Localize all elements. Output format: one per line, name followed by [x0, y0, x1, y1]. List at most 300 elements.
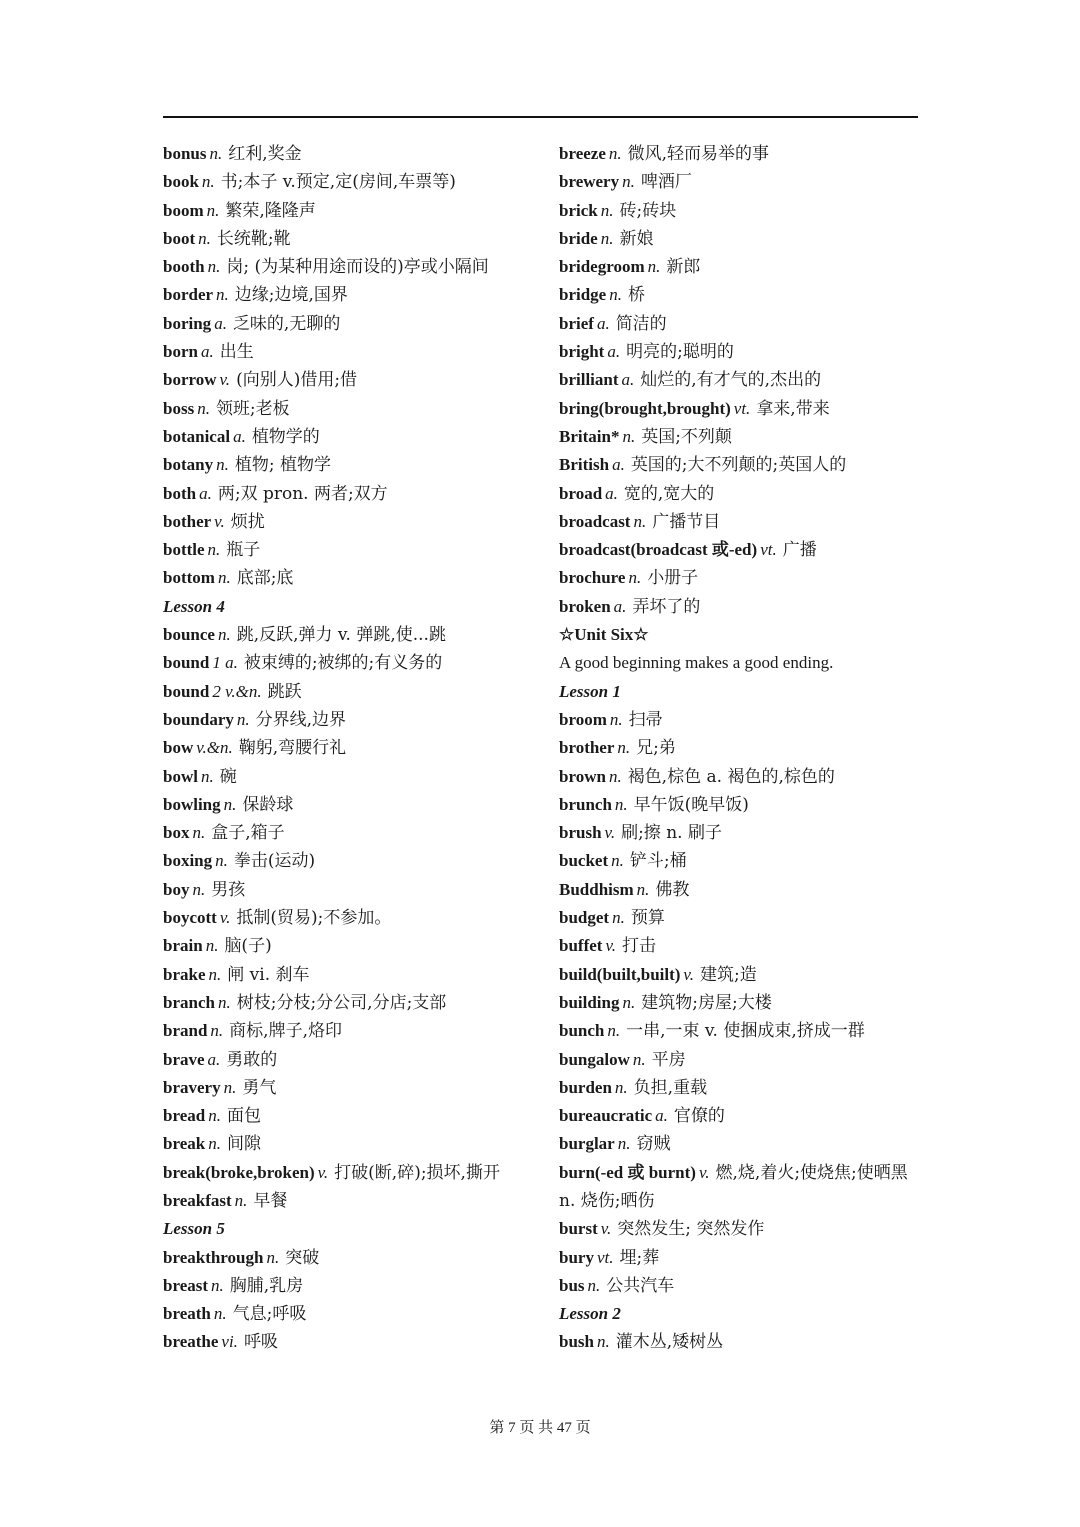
headword: broadcast(broadcast 或-ed) — [559, 540, 758, 560]
vocab-entry — [559, 1159, 921, 1216]
headword: book — [163, 172, 199, 192]
part-of-speech: a. — [612, 455, 625, 475]
part-of-speech: 1 a. — [212, 653, 238, 673]
vocab-entry — [163, 706, 548, 734]
part-of-speech: n. — [223, 794, 237, 814]
part-of-speech: n. — [617, 1134, 631, 1154]
headword: broad — [559, 483, 603, 503]
vocab-entry — [559, 989, 921, 1017]
definition: 桥 — [627, 285, 645, 306]
headword: boycott — [163, 908, 217, 928]
part-of-speech: a. — [214, 313, 227, 333]
part-of-speech: a. — [200, 342, 214, 362]
headword: burn(-ed 或 burnt) — [559, 1162, 696, 1182]
unit-heading: ☆Unit Six☆ — [559, 625, 649, 645]
vocab-entry — [163, 876, 548, 904]
definition: 兄;弟 — [636, 738, 676, 759]
definition: 公共汽车 — [606, 1275, 675, 1296]
part-of-speech: n. — [614, 794, 628, 814]
part-of-speech: n. — [632, 1049, 646, 1069]
definition: 岗; (为某种用途而设的)亭或小隔间 — [226, 257, 489, 278]
definition: 一串,一束 v. 使捆成束,挤成一群 — [626, 1021, 865, 1042]
part-of-speech: a. — [605, 483, 618, 503]
definition: 英国;不列颠 — [641, 426, 732, 447]
part-of-speech: a. — [233, 426, 246, 446]
definition: 打击 — [622, 936, 656, 957]
vocab-entry — [163, 253, 548, 281]
definition: 英国的;大不列颠的;英国人的 — [630, 455, 847, 476]
vocab-entry — [559, 932, 921, 960]
headword: bring(brought,brought) — [559, 398, 731, 418]
vocab-entry — [559, 310, 921, 338]
part-of-speech: n. — [206, 200, 220, 220]
definition: 气息;呼吸 — [232, 1304, 307, 1325]
definition: 砖;砖块 — [619, 200, 677, 221]
vocab-entry — [559, 706, 921, 734]
headword: bow — [163, 738, 194, 758]
part-of-speech: n. — [211, 1275, 224, 1295]
vocab-entry — [559, 961, 921, 989]
part-of-speech: n. — [217, 625, 231, 645]
definition: 树枝;分枝;分公司,分店;支部 — [236, 992, 447, 1013]
definition: 被束缚的;被绑的;有义务的 — [243, 653, 443, 674]
part-of-speech: n. — [612, 908, 625, 928]
headword: booth — [163, 257, 205, 277]
headword: building — [559, 992, 620, 1012]
headword: bureaucratic — [559, 1106, 653, 1126]
headword: borrow — [163, 370, 217, 390]
vocab-entry — [559, 1215, 921, 1243]
definition: 官僚的 — [673, 1106, 725, 1127]
vocab-entry — [163, 480, 548, 508]
part-of-speech: a. — [655, 1106, 668, 1126]
vocab-entry — [559, 536, 921, 564]
definition: 长统靴;靴 — [216, 228, 291, 249]
definition: 拿来,带来 — [756, 398, 830, 419]
vocab-entry — [163, 508, 548, 536]
part-of-speech: n. — [608, 144, 622, 163]
headword: bother — [163, 511, 212, 531]
part-of-speech: v. — [219, 370, 231, 390]
headword: budget — [559, 908, 610, 928]
vocab-entry — [559, 847, 921, 875]
definition: 褐色,棕色 a. 褐色的,棕色的 — [627, 766, 835, 787]
vocab-entry — [163, 791, 548, 819]
headword: bus — [559, 1275, 585, 1295]
headword: brochure — [559, 568, 626, 588]
vocab-entry — [163, 366, 548, 394]
vocab-entry — [163, 932, 548, 960]
vocab-entry — [163, 1046, 548, 1074]
headword: breath — [163, 1304, 211, 1324]
vocab-entry — [163, 904, 548, 932]
headword: bravery — [163, 1077, 221, 1097]
part-of-speech: n. — [216, 285, 229, 305]
part-of-speech: 2 v.&n. — [212, 681, 262, 701]
definition: 烦扰 — [230, 511, 265, 532]
headword: bungalow — [559, 1049, 630, 1069]
vocab-entry — [559, 904, 921, 932]
part-of-speech: n. — [608, 766, 622, 786]
vocab-entry — [163, 1159, 548, 1187]
headword: broom — [559, 709, 607, 729]
vocab-entry — [163, 1017, 548, 1045]
definition: 突破 — [285, 1247, 320, 1268]
part-of-speech: n. — [622, 172, 635, 192]
headword: boom — [163, 200, 204, 220]
part-of-speech: v. — [219, 908, 231, 928]
part-of-speech: n. — [210, 1021, 224, 1041]
part-of-speech: n. — [614, 1077, 628, 1097]
part-of-speech: vi. — [221, 1332, 238, 1352]
vocab-entry — [559, 1272, 921, 1300]
definition: 乏味的,无聊的 — [232, 313, 341, 334]
vocab-entry — [163, 1102, 548, 1130]
headword: bride — [559, 228, 598, 248]
definition: 出生 — [219, 342, 254, 363]
headword: break(broke,broken) — [163, 1162, 315, 1182]
part-of-speech: v. — [683, 964, 694, 984]
headword: boot — [163, 228, 196, 248]
headword: burglar — [559, 1134, 615, 1154]
vocab-entry — [163, 989, 548, 1017]
definition: 胸脯,乳房 — [229, 1275, 304, 1296]
definition: 植物; 植物学 — [234, 455, 331, 476]
definition: (向别人)借用;借 — [236, 370, 358, 391]
definition: 新娘 — [619, 228, 654, 249]
vocab-entry — [163, 310, 548, 338]
headword: bound — [163, 653, 210, 673]
definition: 平房 — [651, 1049, 686, 1070]
headword: brilliant — [559, 370, 619, 390]
headword: bottle — [163, 540, 205, 560]
part-of-speech: vt. — [760, 540, 777, 560]
headword: brief — [559, 313, 594, 333]
headword: both — [163, 483, 197, 503]
vocab-entry — [163, 225, 548, 253]
headword: bowl — [163, 766, 198, 786]
headword: botany — [163, 455, 214, 475]
headword: build(built,built) — [559, 964, 681, 984]
vocab-entry — [559, 876, 921, 904]
definition: 建筑;造 — [699, 964, 757, 985]
vocab-entry — [163, 1272, 548, 1300]
definition: 灌木丛,矮树丛 — [615, 1332, 724, 1353]
headword: boy — [163, 879, 190, 899]
definition: 窃贼 — [636, 1134, 671, 1155]
part-of-speech: n. — [198, 228, 211, 248]
definition: 领班;老板 — [215, 398, 290, 419]
headword: buffet — [559, 936, 603, 956]
lesson-heading: Lesson 2 — [559, 1304, 621, 1324]
vocab-entry — [559, 140, 921, 168]
headword: breeze — [559, 144, 606, 163]
part-of-speech: n. — [607, 1021, 621, 1041]
definition: 脑(子) — [224, 936, 272, 957]
part-of-speech: n. — [205, 936, 219, 956]
definition: 小册子 — [647, 568, 699, 589]
part-of-speech: a. — [607, 342, 621, 362]
definition: 突然发生; 突然发作 — [617, 1219, 765, 1240]
part-of-speech: n. — [208, 964, 222, 984]
part-of-speech: n. — [208, 1106, 221, 1126]
definition: 分界线,边界 — [255, 709, 347, 730]
vocab-entry — [559, 508, 921, 536]
headword: box — [163, 823, 190, 843]
vocab-entry — [163, 197, 548, 225]
definition: 面包 — [226, 1106, 261, 1127]
headword: brave — [163, 1049, 205, 1069]
vocab-entry — [163, 423, 548, 451]
definition: 瓶子 — [226, 540, 261, 561]
headword: bucket — [559, 851, 609, 871]
headword: bridge — [559, 285, 607, 305]
headword: bush — [559, 1332, 594, 1352]
headword: branch — [163, 992, 215, 1012]
definition: 底部;底 — [236, 568, 294, 589]
headword: broadcast — [559, 511, 631, 531]
definition: 灿烂的,有才气的,杰出的 — [640, 370, 822, 391]
headword: botanical — [163, 426, 231, 446]
header-rule — [163, 116, 918, 118]
vocab-entry — [163, 168, 548, 196]
part-of-speech: n. — [207, 540, 221, 560]
definition: 边缘;边境,国界 — [234, 285, 348, 306]
vocab-entry — [559, 366, 921, 394]
definition: 盒子,箱子 — [211, 823, 285, 844]
vocab-entry — [559, 480, 921, 508]
left-column — [163, 140, 548, 1357]
part-of-speech: n. — [647, 257, 661, 277]
part-of-speech: a. — [596, 313, 610, 333]
part-of-speech: v. — [698, 1162, 710, 1182]
vocab-entry — [163, 451, 548, 479]
definition: 铲斗;桶 — [629, 851, 687, 872]
part-of-speech: a. — [621, 370, 635, 390]
vocab-entry — [559, 734, 921, 762]
definition: 广播 — [782, 540, 817, 561]
vocab-entry — [163, 649, 548, 677]
definition: 建筑物;房屋;大楼 — [641, 992, 772, 1013]
definition: 男孩 — [211, 879, 246, 900]
definition: 保龄球 — [242, 794, 294, 815]
headword: brain — [163, 936, 203, 956]
part-of-speech: n. — [236, 709, 250, 729]
vocab-entry — [559, 338, 921, 366]
headword: breakthrough — [163, 1247, 264, 1267]
headword: burden — [559, 1077, 612, 1097]
part-of-speech: v. — [604, 823, 616, 843]
part-of-speech: n. — [216, 455, 229, 475]
headword: broken — [559, 596, 611, 616]
definition: 勇气 — [242, 1077, 277, 1098]
vocab-entry — [559, 1328, 921, 1356]
headword: bound — [163, 681, 210, 701]
headword: brand — [163, 1021, 208, 1041]
part-of-speech: n. — [200, 766, 214, 786]
vocab-entry — [163, 1130, 548, 1158]
vocab-entry — [559, 564, 921, 592]
definition: 红利,奖金 — [228, 144, 302, 164]
part-of-speech: n. — [207, 257, 221, 277]
definition: 跳跃 — [267, 681, 302, 702]
part-of-speech: a. — [613, 596, 627, 616]
definition: 广播节目 — [652, 511, 721, 532]
part-of-speech: n. — [213, 1304, 227, 1324]
part-of-speech: n. — [596, 1332, 610, 1352]
vocab-entry — [163, 1244, 548, 1272]
page-footer: 第 7 页 共 47 页 — [489, 1420, 591, 1436]
definition: 拳击(运动) — [233, 851, 316, 872]
vocab-entry — [163, 961, 548, 989]
definition: 明亮的;聪明的 — [626, 342, 734, 363]
part-of-speech: n. — [217, 992, 231, 1012]
headword: bright — [559, 342, 605, 362]
headword: bounce — [163, 625, 215, 645]
headword: bonus — [163, 144, 207, 163]
headword: born — [163, 342, 198, 362]
part-of-speech: n. — [600, 200, 614, 220]
part-of-speech: v. — [317, 1162, 329, 1182]
vocab-entry — [559, 281, 921, 309]
part-of-speech: n. — [192, 879, 206, 899]
right-column — [559, 140, 921, 1357]
definition: 负担,重载 — [633, 1077, 708, 1098]
headword: bottom — [163, 568, 215, 588]
part-of-speech: n. — [217, 568, 231, 588]
vocab-entry — [163, 847, 548, 875]
part-of-speech: v. — [600, 1219, 612, 1239]
vocab-entry — [559, 791, 921, 819]
definition: 预算 — [630, 908, 665, 929]
part-of-speech: n. — [587, 1275, 601, 1295]
definition: 刷;擦 n. 刷子 — [621, 823, 722, 844]
part-of-speech: n. — [209, 144, 223, 163]
vocab-entry — [559, 819, 921, 847]
vocab-entry — [559, 1074, 921, 1102]
vocab-entry — [163, 819, 548, 847]
part-of-speech: n. — [266, 1247, 280, 1267]
headword: bread — [163, 1106, 206, 1126]
definition: 简洁的 — [615, 313, 667, 334]
headword: British — [559, 455, 610, 475]
definition: 新郎 — [666, 257, 701, 278]
part-of-speech: n. — [215, 851, 228, 871]
headword: break — [163, 1134, 206, 1154]
vocab-entry — [559, 1130, 921, 1158]
part-of-speech: n. — [223, 1077, 237, 1097]
vocab-entry — [163, 621, 548, 649]
headword: Buddhism — [559, 879, 634, 899]
vocab-entry — [163, 1328, 548, 1356]
definition: 两;双 pron. 两者;双方 — [217, 483, 388, 504]
part-of-speech: n. — [622, 992, 636, 1012]
part-of-speech: n. — [600, 228, 614, 248]
vocab-entry — [163, 395, 548, 423]
lesson-heading: Lesson 5 — [163, 1219, 225, 1239]
definition: 弄坏了的 — [632, 596, 701, 617]
vocab-entry — [163, 281, 548, 309]
headword: bunch — [559, 1021, 605, 1041]
definition: 埋;葬 — [619, 1247, 660, 1268]
definition: 间隙 — [226, 1134, 261, 1155]
vocab-entry — [559, 1046, 921, 1074]
definition: 燃,烧,着火;使烧焦;使晒黑 n. 烧伤;晒伤 — [559, 1162, 908, 1211]
vocab-entry — [559, 1244, 921, 1272]
definition: 植物学的 — [251, 426, 320, 447]
definition: 佛教 — [655, 879, 690, 900]
headword: brake — [163, 964, 206, 984]
headword: brown — [559, 766, 606, 786]
definition: 啤酒厂 — [640, 172, 692, 193]
part-of-speech: n. — [201, 172, 215, 192]
headword: bridegroom — [559, 257, 645, 277]
part-of-speech: n. — [208, 1134, 221, 1154]
headword: boxing — [163, 851, 213, 871]
vocab-entry — [163, 338, 548, 366]
part-of-speech: n. — [197, 398, 210, 418]
vocab-entry — [559, 395, 921, 423]
part-of-speech: n. — [636, 879, 650, 899]
part-of-speech: v. — [605, 936, 616, 956]
vocab-entry — [559, 1102, 921, 1130]
definition: 早午饭(晚早饭) — [633, 794, 749, 815]
definition: 闸 vi. 刹车 — [227, 964, 310, 985]
definition: 勇敢的 — [226, 1049, 278, 1070]
headword: bowling — [163, 794, 221, 814]
headword: boring — [163, 313, 212, 333]
definition: 呼吸 — [243, 1332, 278, 1353]
vocab-entry — [559, 593, 921, 621]
headword: bury — [559, 1247, 594, 1267]
headword: brunch — [559, 794, 612, 814]
vocab-entry — [163, 536, 548, 564]
part-of-speech: n. — [633, 511, 647, 531]
part-of-speech: n. — [622, 426, 636, 446]
vocab-entry — [163, 1074, 548, 1102]
headword: breast — [163, 1275, 209, 1295]
headword: Britain* — [559, 426, 620, 446]
definition: 宽的,宽大的 — [623, 483, 715, 504]
lesson-heading: Lesson 4 — [163, 596, 225, 616]
headword: breathe — [163, 1332, 219, 1352]
unit-motto: A good beginning makes a good ending. — [559, 653, 834, 673]
vocab-entry — [559, 168, 921, 196]
definition: 抵制(贸易);不参加。 — [236, 908, 392, 929]
definition: 打破(断,碎);损坏,撕开 — [334, 1162, 500, 1183]
lesson-heading: Lesson 1 — [559, 681, 621, 701]
headword: boundary — [163, 709, 234, 729]
part-of-speech: n. — [192, 823, 206, 843]
part-of-speech: vt. — [733, 398, 751, 418]
definition: 微风,轻而易举的事 — [627, 144, 770, 164]
vocab-entry — [559, 1017, 921, 1045]
vocab-entry — [559, 197, 921, 225]
headword: border — [163, 285, 214, 305]
part-of-speech: n. — [617, 738, 631, 758]
part-of-speech: vt. — [596, 1247, 614, 1267]
vocab-entry — [163, 564, 548, 592]
definition: 繁荣,隆隆声 — [225, 200, 316, 221]
part-of-speech: v.&n. — [196, 738, 233, 758]
vocab-entry — [559, 253, 921, 281]
definition: 鞠躬,弯腰行礼 — [238, 738, 347, 759]
definition: 商标,牌子,烙印 — [229, 1021, 342, 1042]
headword: brother — [559, 738, 615, 758]
vocab-entry — [559, 451, 921, 479]
definition: 书;本子 v.预定,定(房间,车票等) — [220, 172, 456, 193]
definition: 跳,反跃,弹力 v. 弹跳,使...跳 — [236, 625, 446, 646]
